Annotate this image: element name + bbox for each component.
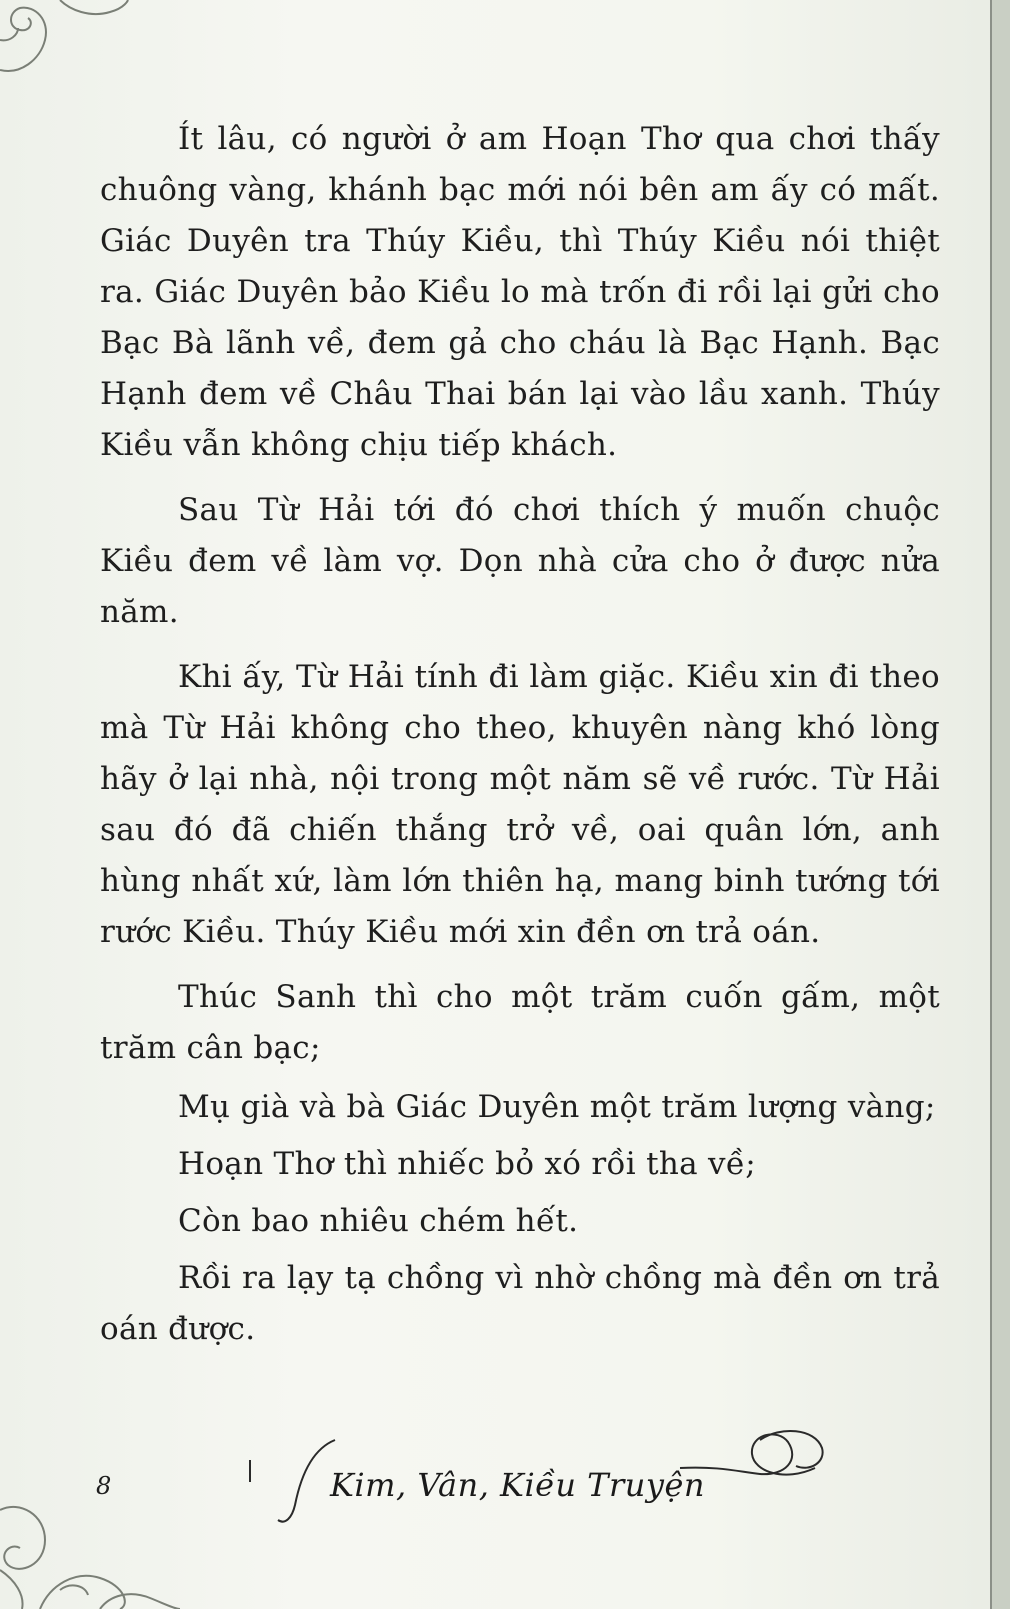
running-title: Kim, Vân, Kiều Truyện: [330, 1466, 706, 1504]
corner-ornament-top-left-icon: [0, 0, 140, 100]
page-number: 8: [96, 1472, 112, 1500]
page-edge: [990, 0, 1010, 1609]
list-line: Hoạn Thơ thì nhiếc bỏ xó rồi tha về;: [178, 1146, 756, 1182]
list-line: Mụ già và bà Giác Duyên một trăm lượng vàng;: [178, 1089, 936, 1125]
paragraph: Thúc Sanh thì cho một trăm cuốn gấm, một trăm cân bạc;: [100, 979, 940, 1066]
page-body: [100, 114, 940, 1369]
paragraph: Ít lâu, có người ở am Hoạn Thơ qua chơi thấy chuông vàng, khánh bạc mới nói bên am ấy có mất. Giác Duyên tra Thúy Kiều, thì Thúy Kiều nói thiệt ra. Giác Duyên bảo Kiều lo mà trốn đi rồi lại gửi cho Bạc Bà lãnh về, đem gả cho cháu là Bạc Hạnh. Bạc Hạnh đem về Châu Thai bán lại vào lầu xanh. Thúy Kiều vẫn không chịu tiếp khách.: [100, 121, 940, 463]
paragraph: Khi ấy, Từ Hải tính đi làm giặc. Kiều xin đi theo mà Từ Hải không cho theo, khuyên nàng khó lòng hãy ở lại nhà, nội trong một năm sẽ về rước. Từ Hải sau đó đã chiến thắng trở về, oai quân lớn, anh hùng nhất xứ, làm lớn thiên hạ, mang binh tướng tới rước Kiều. Thúy Kiều mới xin đền ơn trả oán.: [100, 659, 940, 950]
list-line: Còn bao nhiêu chém hết.: [178, 1203, 579, 1239]
closing-paragraph: Rồi ra lạy tạ chồng vì nhờ chồng mà đền ơn trả oán được.: [100, 1260, 940, 1347]
paragraph: Sau Từ Hải tới đó chơi thích ý muốn chuộc Kiều đem về làm vợ. Dọn nhà cửa cho ở được nửa năm.: [100, 492, 940, 630]
